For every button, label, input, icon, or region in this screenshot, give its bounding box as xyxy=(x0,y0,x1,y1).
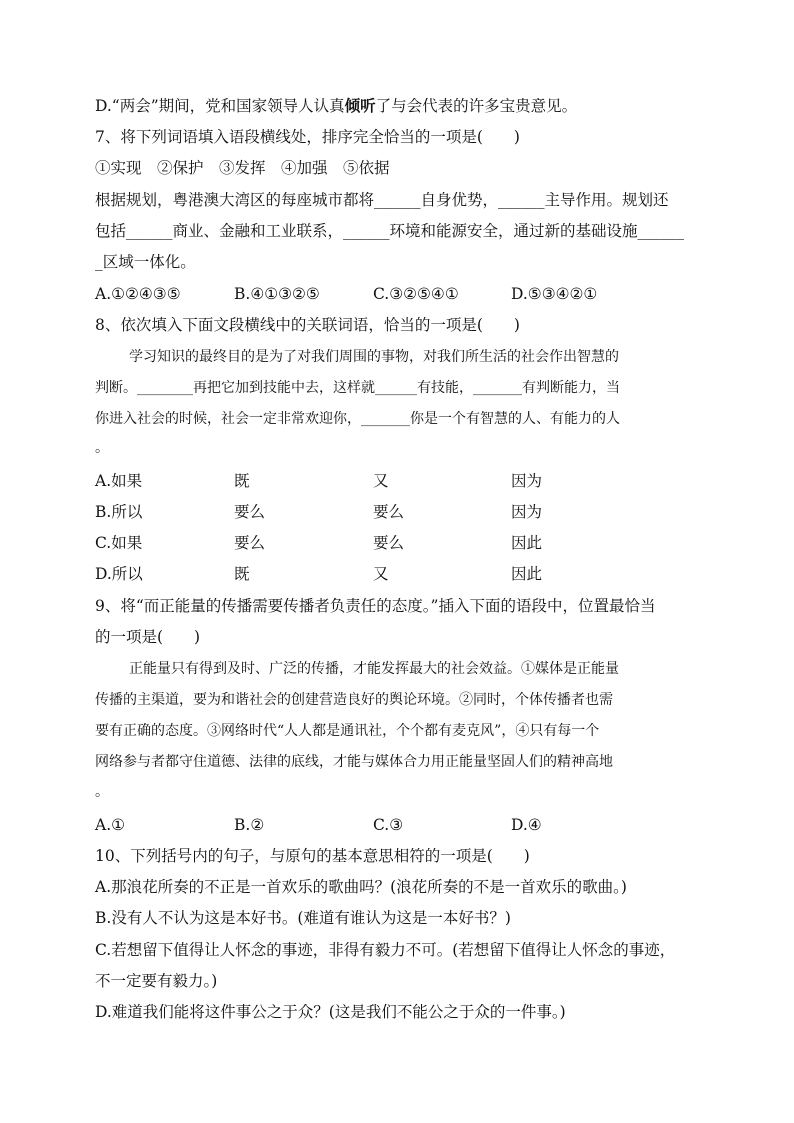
q8-option-cell: 既 xyxy=(234,472,250,490)
q10-stem: 10、下列括号内的句子，与原句的基本意思相符的一项是( ) xyxy=(95,847,530,865)
q8-option-cell: 因此 xyxy=(511,565,543,583)
q7-option-b[interactable]: B.④①③②⑤ xyxy=(234,285,320,303)
q9-option-d[interactable]: D.④ xyxy=(511,816,542,834)
q8-option-c[interactable]: C.如果 xyxy=(95,534,143,552)
q8-option-cell: 又 xyxy=(373,472,389,490)
q8-option-cell: 因为 xyxy=(511,472,543,490)
q8-passage-line: 判断。________再把它加到技能中去，这样就______有技能，_______有判断能力，当 xyxy=(95,380,620,396)
q9-option-b[interactable]: B.② xyxy=(234,816,265,834)
q8-passage-line: 你进入社会的时候，社会一定非常欢迎你，_______你是一个有智慧的人、有能力的人 xyxy=(95,411,620,427)
q7-option-c[interactable]: C.③②⑤④① xyxy=(373,285,459,303)
q8-passage-line: 学习知识的最终目的是为了对我们周围的事物，对我们所生活的社会作出智慧的 xyxy=(129,349,619,365)
q9-passage-line: 传播的主渠道，要为和谐社会的创建营造良好的舆论环境。②同时，个体传播者也需 xyxy=(95,692,613,708)
q9-passage-line: 网络参与者都守住道德、法律的底线，才能与媒体合力用正能量坚固人们的精神高地 xyxy=(95,754,613,770)
q8-option-cell: 要么 xyxy=(234,534,266,552)
q8-option-cell: 要么 xyxy=(234,503,266,521)
q8-stem: 8、依次填入下面文段横线中的关联词语，恰当的一项是( ) xyxy=(95,316,520,334)
q9-option-c[interactable]: C.③ xyxy=(373,816,404,834)
q7-word-list: ①实现 ②保护 ③发挥 ④加强 ⑤依据 xyxy=(95,159,390,177)
q10-option-a[interactable]: A.那浪花所奏的不正是一首欢乐的歌曲吗？(浪花所奏的不是一首欢乐的歌曲。) xyxy=(95,878,627,896)
q9-option-a[interactable]: A.① xyxy=(95,816,126,834)
q9-stem: 的一项是( ) xyxy=(95,628,201,646)
q8-option-cell: 因此 xyxy=(511,534,543,552)
q7-passage-line: _区域一体化。 xyxy=(95,253,196,271)
q8-option-cell: 既 xyxy=(234,565,250,583)
q8-option-cell: 又 xyxy=(373,565,389,583)
q8-option-cell: 要么 xyxy=(373,503,405,521)
q9-passage-line: 。 xyxy=(95,784,109,800)
q7-stem: 7、将下列词语填入语段横线处，排序完全恰当的一项是( ) xyxy=(95,128,520,146)
q8-passage-line: 。 xyxy=(95,440,109,456)
q9-passage-line: 要有正确的态度。③网络时代“人人都是通讯社，个个都有麦克风”，④只有每一个 xyxy=(95,723,600,739)
q10-option-c-continued[interactable]: 不一定要有毅力。) xyxy=(95,972,218,990)
q9-passage-line: 正能量只有得到及时、广泛的传播，才能发挥最大的社会效益。①媒体是正能量 xyxy=(129,661,619,677)
q7-passage-line: 包括______商业、金融和工业联系，______环境和能源安全，通过新的基础设施______ xyxy=(95,222,685,240)
q8-option-b[interactable]: B.所以 xyxy=(95,503,143,521)
q8-option-a[interactable]: A.如果 xyxy=(95,472,143,490)
q8-option-cell: 要么 xyxy=(373,534,405,552)
q10-option-c[interactable]: C.若想留下值得让人怀念的事迹，非得有毅力不可。(若想留下值得让人怀念的事迹， xyxy=(95,941,676,959)
q6-option-d xyxy=(95,96,705,116)
q10-option-b[interactable]: B.没有人不认为这是本好书。(难道有谁认为这是一本好书？) xyxy=(95,909,511,927)
q6-option-d-bold: 倾听 xyxy=(344,96,376,115)
q6-option-d-prefix: D.“两会”期间，党和国家领导人认真 xyxy=(95,97,345,115)
q8-option-d[interactable]: D.所以 xyxy=(95,565,143,583)
q7-option-a[interactable]: A.①②④③⑤ xyxy=(95,285,181,303)
q7-option-d[interactable]: D.⑤③④②① xyxy=(511,285,598,303)
q6-option-d-suffix: 了与会代表的许多宝贵意见。 xyxy=(375,97,578,115)
q10-option-d[interactable]: D.难道我们能将这件事公之于众？(这是我们不能公之于众的一件事。) xyxy=(95,1003,566,1021)
q8-option-cell: 因为 xyxy=(511,503,543,521)
q9-stem: 9、将“而正能量的传播需要传播者负责任的态度。”插入下面的语段中，位置最恰当 xyxy=(95,597,656,615)
q7-passage-line: 根据规划，粤港澳大湾区的每座城市都将______自身优势，______主导作用。规划还 xyxy=(95,191,669,209)
